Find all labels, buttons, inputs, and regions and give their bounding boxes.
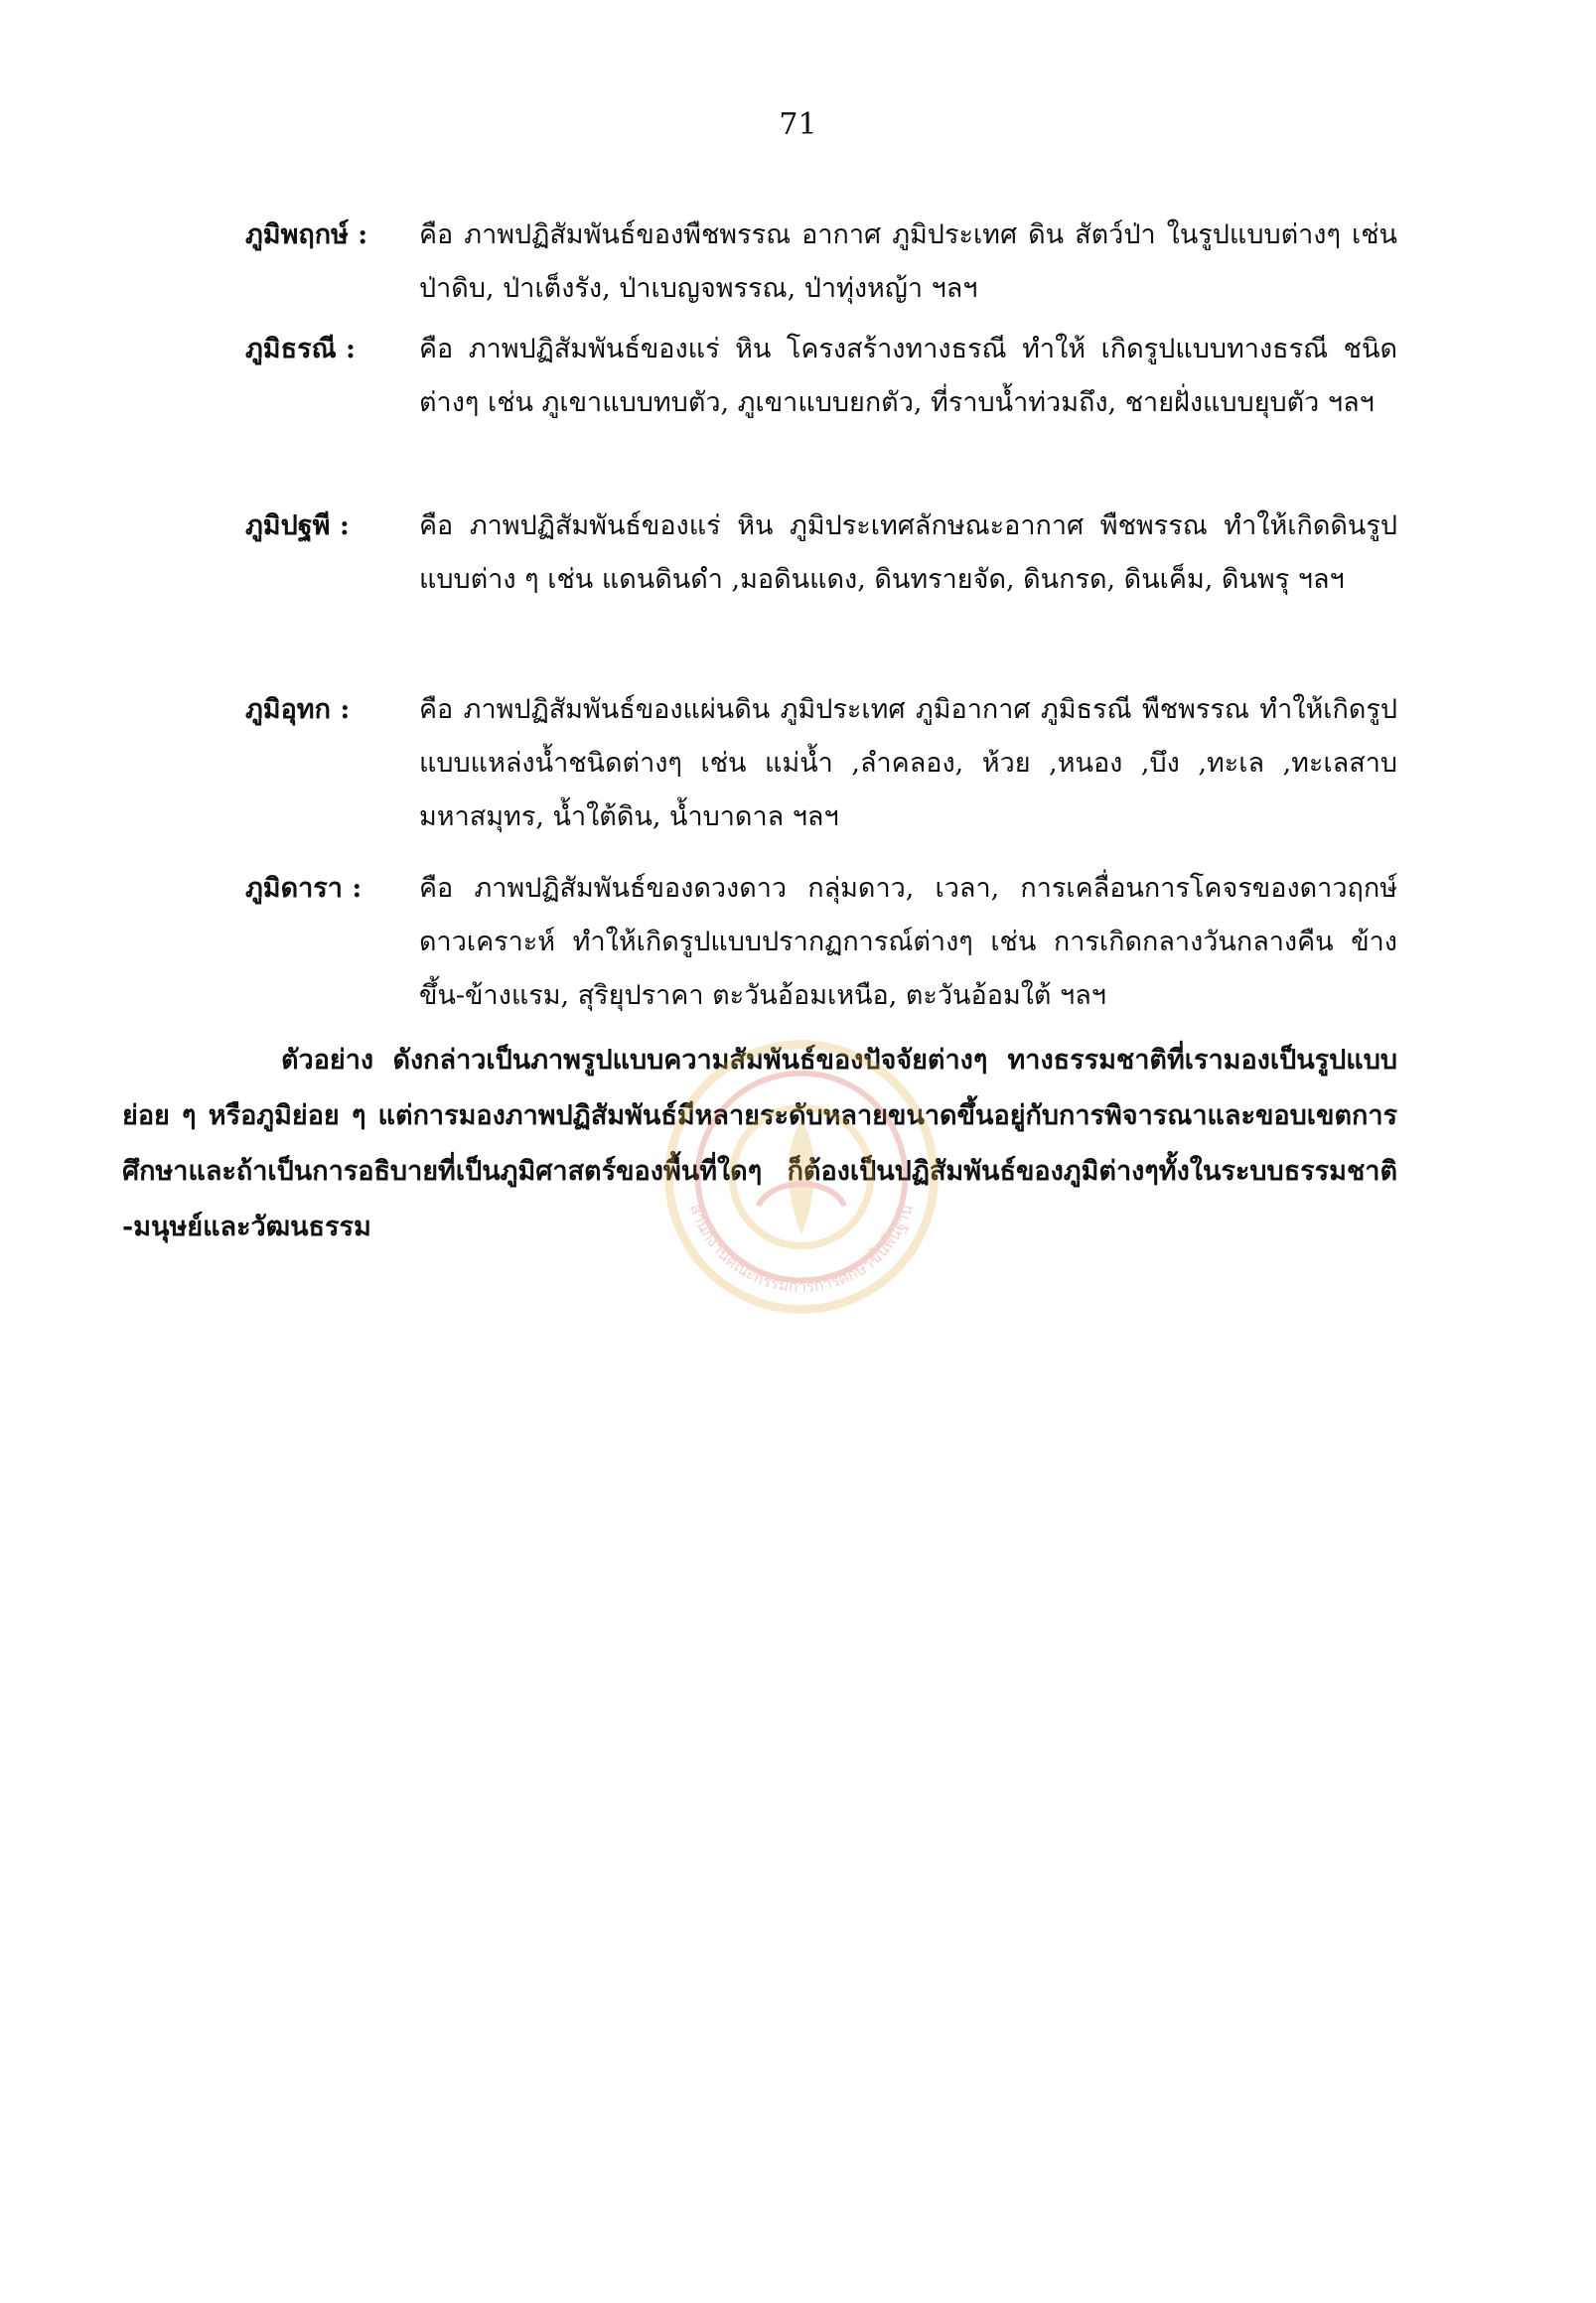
watermark-arc-text: สำนักงานคณะกรรมการการศึกษาขั้นพื้นฐาน xyxy=(685,1201,918,1297)
definition-term: ภูมิธรณี : xyxy=(245,334,356,364)
definition-text: คือ ภาพปฏิสัมพันธ์ของพืชพรรณ อากาศ ภูมิประเทศ ดิน สัตว์ป่า ในรูปแบบต่างๆ เช่น ป่าดิบ, ป่าเต็งรัง, ป่าเบญจพรรณ, ป่าทุ่งหญ้า ฯลฯ xyxy=(419,219,1397,304)
definition-text: คือ ภาพปฏิสัมพันธ์ของดวงดาว กลุ่มดาว, เวลา, การเคลื่อนการโคจรของดาวฤกษ์ ดาวเคราะห์ ทำให้เกิดรูปแบบปรากฏการณ์ต่างๆ เช่น การเกิดกลางวันกลางคืน ข้างขึ้น-ข้างแรม, สุริยุปราคา ตะวันอ้อมเหนือ, ตะวันอ้อมใต้ ฯลฯ xyxy=(419,873,1397,1011)
definition-term: ภูมิพฤกษ์ : xyxy=(245,219,368,250)
page-number: 71 xyxy=(779,107,817,142)
definition-term: ภูมิดารา : xyxy=(245,873,363,904)
definition-text: คือ ภาพปฏิสัมพันธ์ของแร่ หิน โครงสร้างทางธรณี ทำให้ เกิดรูปแบบทางธรณี ชนิดต่างๆ เช่น ภูเขาแบบทบตัว, ภูเขาแบบยกตัว, ที่ราบน้ำท่วมถึง, ชายฝั่งแบบยุบตัว ฯลฯ xyxy=(419,334,1397,418)
definition-text: คือ ภาพปฏิสัมพันธ์ของแผ่นดิน ภูมิประเทศ ภูมิอากาศ ภูมิธรณี พืชพรรณ ทำให้เกิดรูปแบบแหล่งน้ำชนิดต่างๆ เช่น แม่น้ำ ,ลำคลอง, ห้วย ,หนอง ,บึง ,ทะเล ,ทะเลสาบ มหาสมุทร, น้ำใต้ดิน, น้ำบาดาล ฯลฯ xyxy=(419,694,1397,832)
summary-lead: ตัวอย่าง xyxy=(281,1045,374,1076)
summary-text: ดังกล่าวเป็นภาพรูปแบบความสัมพันธ์ของปัจจัยต่างๆ ทางธรรมชาติที่เรามองเป็นรูปแบบย่อย ๆ หรือภูมิย่อย ๆ แต่การมองภาพปฏิสัมพันธ์มีหลายระดับหลายขนาดขึ้นอยู่กับการพิจารณาและขอบเขตการศึกษาและถ้าเป็นการอธิบายที่เป็นภูมิศาสตร์ของพื้นที่ใดๆ ก็ต้องเป็นปฏิสัมพันธ์ของภูมิต่างๆทั้งในระบบธรรมชาติ -มนุษย์และวัฒนธรรม xyxy=(122,1045,1397,1242)
definition-term: ภูมิอุทก : xyxy=(245,694,351,725)
definition-text: คือ ภาพปฏิสัมพันธ์ของแร่ หิน ภูมิประเทศลักษณะอากาศ พืชพรรณ ทำให้เกิดดินรูปแบบต่าง ๆ เช่น แดนดินดำ ,มอดินแดง, ดินทรายจัด, ดินกรด, ดินเค็ม, ดินพรุ ฯลฯ xyxy=(419,510,1397,595)
watermark-seal xyxy=(657,1033,945,1321)
definition-term: ภูมิปฐพี : xyxy=(245,510,350,541)
